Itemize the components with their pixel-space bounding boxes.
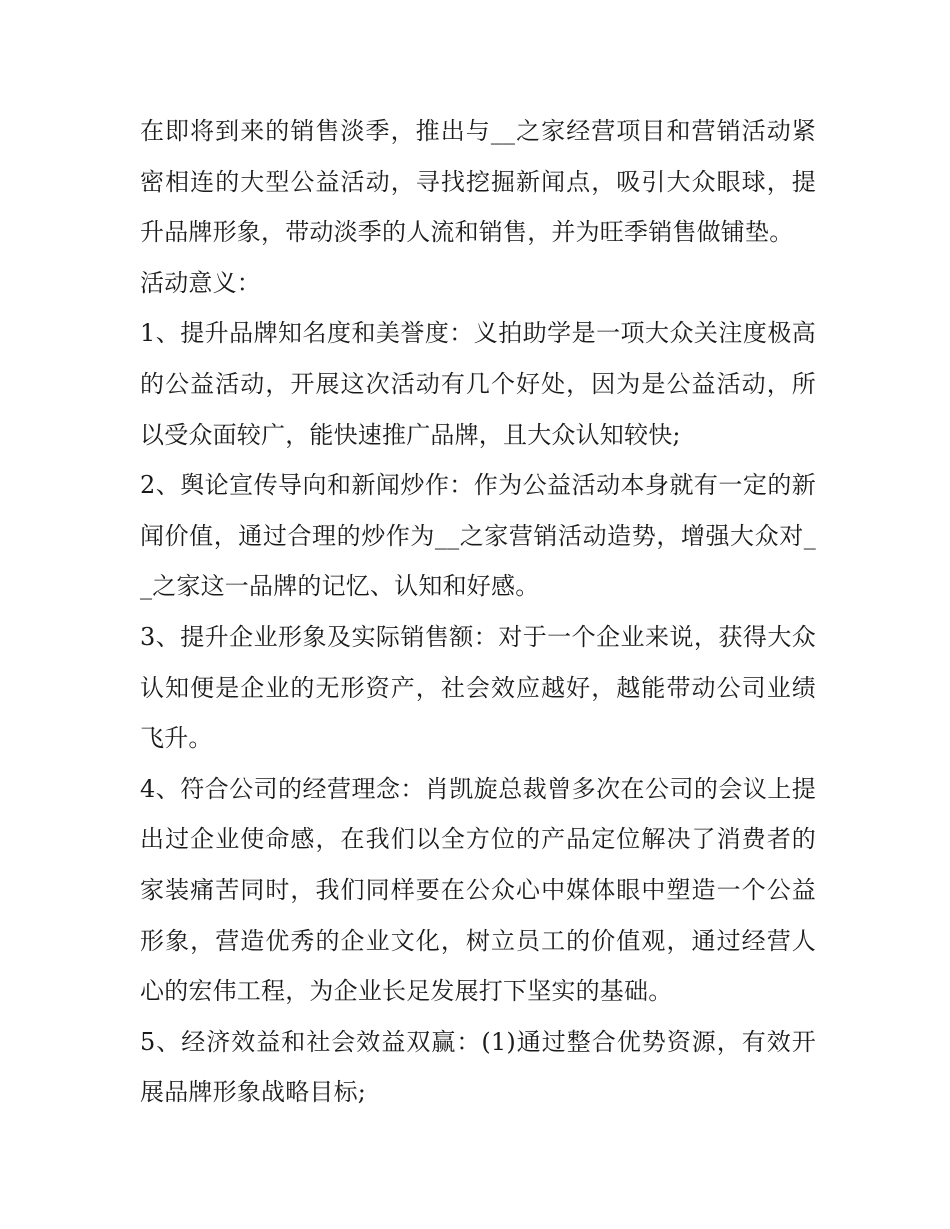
section-heading-significance: 活动意义： (140, 268, 261, 297)
intro-paragraph: 在即将到来的销售淡季，推出与__之家经营项目和营销活动紧密相连的大型公益活动，寻找挖掘新闻点，吸引大众眼球，提升品牌形象，带动淡季的人流和销售，并为旺季销售做铺垫。 (140, 117, 816, 247)
point-3-paragraph: 3、提升企业形象及实际销售额：对于一个企业来说，获得大众认知便是企业的无形资产，社会效应越好，越能带动公司业绩飞升。 (140, 622, 816, 753)
point-2-paragraph: 2、舆论宣传导向和新闻炒作：作为公益活动本身就有一定的新闻价值，通过合理的炒作为__之家营销活动造势，增强大众对__之家这一品牌的记忆、认知和好感。 (140, 471, 816, 601)
point-4-paragraph: 4、符合公司的经营理念：肖凯旋总裁曾多次在公司的会议上提出过企业使命感，在我们以全方位的产品定位解决了消费者的家装痛苦同时，我们同样要在公众心中媒体眼中塑造一个公益形象，营造优秀的企业文化，树立员工的价值观，通过经营人心的宏伟工程，为企业长足发展打下坚实的基础。 (140, 774, 816, 1006)
document-page (140, 106, 816, 1118)
point-5-paragraph: 5、经济效益和社会效益双赢：(1)通过整合优势资源，有效开展品牌形象战略目标; (140, 1027, 816, 1107)
point-1-paragraph: 1、提升品牌知名度和美誉度：义拍助学是一项大众关注度极高的公益活动，开展这次活动有几个好处，因为是公益活动，所以受众面较广，能快速推广品牌，且大众认知较快; (140, 319, 816, 449)
